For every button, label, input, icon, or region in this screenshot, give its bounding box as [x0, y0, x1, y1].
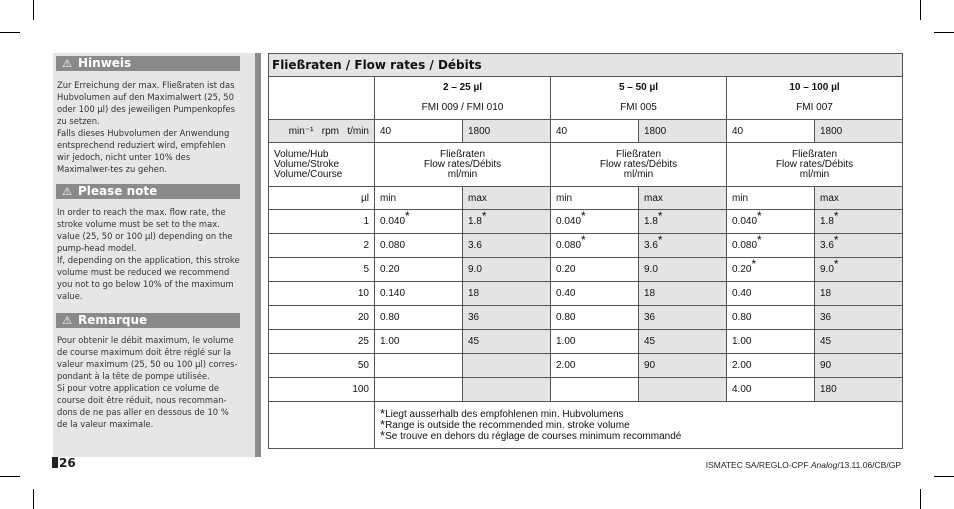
- flow-min-cell: [551, 282, 639, 306]
- flow-min-cell: [375, 354, 463, 378]
- flow-value: 9.0: [644, 264, 658, 275]
- flow-value: 3.6: [820, 240, 834, 251]
- model-label: FMI 009 / FMI 010: [421, 102, 504, 113]
- flow-value: 9.0: [820, 264, 834, 275]
- flow-max-cell: [639, 258, 727, 282]
- imprint-prefix: ISMATEC SA/REGLO-CPF: [705, 460, 811, 470]
- flow-min-cell: [727, 330, 815, 354]
- flow-value: 0.040: [732, 216, 758, 227]
- flow-value: 0.140: [380, 288, 406, 299]
- stroke-volume-cell: 100: [269, 378, 375, 402]
- flow-min-cell: [551, 330, 639, 354]
- crop-mark: [934, 32, 954, 33]
- flow-value: 0.040: [380, 216, 406, 227]
- flow-max-cell: [639, 330, 727, 354]
- asterisk: *: [833, 257, 839, 271]
- asterisk: *: [751, 257, 757, 271]
- flow-max-cell: [639, 282, 727, 306]
- flow-value: 0.080: [732, 240, 758, 251]
- flow-label: Fließraten Flow rates/Débits ml/min: [375, 143, 551, 187]
- flow-max-cell: [463, 378, 551, 402]
- flow-value: 2.00: [732, 360, 752, 371]
- flow-value: 0.040: [556, 216, 582, 227]
- flow-label: Fließraten Flow rates/Débits ml/min: [727, 143, 903, 187]
- flow-value: 3.6: [468, 240, 482, 251]
- table-row: [269, 330, 903, 354]
- footnote-line: [380, 427, 897, 443]
- note-text-hinweis: Zur Erreichung der max. Fließraten ist das Hubvolumen auf den Maximalwert (25, 50 oder 100 µl) des jeweiligen Pumpenkopfes zu setzen. Falls dieses Hubvolumen der Anwendung entsprechend reduziert wird, empfehlen wir jedoch, nicht unter 10% des Maximalwer-tes zu gehen.: [57, 80, 235, 174]
- group-header: [551, 77, 727, 120]
- flow-max-cell: [463, 210, 551, 234]
- stroke-volume-cell: 25: [269, 330, 375, 354]
- flow-value: 1.00: [556, 336, 576, 347]
- flow-max-cell: [639, 354, 727, 378]
- flow-min-cell: [551, 378, 639, 402]
- volume-label: Volume/Hub Volume/Stroke Volume/Course: [269, 143, 375, 187]
- flow-rate-table: [268, 53, 903, 449]
- range-label: 10 – 100 µl: [789, 82, 840, 93]
- crop-mark: [0, 476, 20, 477]
- unit-label: µl: [269, 187, 375, 210]
- note-header-hinweis: [56, 56, 240, 71]
- footnote-text: Liegt ausserhalb des empfohlenen min. Hubvolumens: [385, 408, 624, 420]
- flow-min-cell: [551, 306, 639, 330]
- footnote-text: Range is outside the recommended min. stroke volume: [385, 419, 630, 431]
- stroke-volume-cell: 20: [269, 306, 375, 330]
- warning-icon: ⚠: [62, 314, 72, 327]
- flow-value: 1.8: [468, 216, 482, 227]
- flow-min-cell: [375, 330, 463, 354]
- flow-value: 45: [468, 336, 480, 347]
- flow-min-cell: [551, 234, 639, 258]
- stroke-volume-cell: 10: [269, 282, 375, 306]
- footnote-text: Se trouve en dehors du réglage de courses minimum recommandé: [385, 430, 682, 442]
- min-header: min: [551, 187, 639, 210]
- table-row: [269, 306, 903, 330]
- flow-max-cell: [463, 282, 551, 306]
- flow-min-cell: [375, 258, 463, 282]
- range-label: 2 – 25 µl: [442, 82, 483, 93]
- footnotes: [375, 402, 903, 449]
- table-row: [269, 378, 903, 402]
- flow-value: 36: [468, 312, 480, 323]
- flow-min-cell: [727, 306, 815, 330]
- group-header: [375, 77, 551, 120]
- table-title: Fließraten / Flow rates / Débits: [269, 54, 903, 77]
- asterisk: *: [380, 416, 386, 432]
- table-row: [269, 354, 903, 378]
- asterisk: *: [757, 233, 762, 247]
- flow-min-cell: [375, 378, 463, 402]
- footnote-line: [380, 416, 897, 432]
- flow-min-cell: [551, 210, 639, 234]
- note-title: Remarque: [78, 313, 148, 327]
- stroke-volume-cell: 50: [269, 354, 375, 378]
- flow-max-cell: [815, 354, 903, 378]
- flow-max-cell: [463, 330, 551, 354]
- flow-value: 0.80: [732, 312, 752, 323]
- flow-max-cell: [639, 306, 727, 330]
- imprint-italic: Analog: [810, 460, 838, 470]
- flow-min-cell: [727, 258, 815, 282]
- crop-mark: [0, 32, 20, 33]
- note-header-please-note: [56, 184, 240, 199]
- note-title: Hinweis: [78, 56, 132, 70]
- corner-cell: [269, 77, 375, 120]
- flow-min-cell: [375, 210, 463, 234]
- footnote-line: [380, 405, 897, 421]
- flow-max-cell: [639, 378, 727, 402]
- max-header: max: [815, 187, 903, 210]
- flow-value: 18: [468, 288, 480, 299]
- asterisk: *: [481, 209, 487, 223]
- model-label: FMI 007: [796, 102, 833, 113]
- asterisk: *: [581, 233, 586, 247]
- flow-value: 0.080: [380, 240, 406, 251]
- flow-value: 0.20: [380, 264, 400, 275]
- flow-min-cell: [375, 234, 463, 258]
- flow-max-cell: [815, 282, 903, 306]
- flow-value: 45: [820, 336, 832, 347]
- rpm-label: min⁻¹ rpm t/min: [269, 120, 375, 143]
- table-row: [269, 282, 903, 306]
- note-title: Please note: [78, 184, 158, 198]
- imprint: [706, 460, 901, 470]
- flow-max-cell: [815, 378, 903, 402]
- note-text-please-note: In order to reach the max. flow rate, the stroke volume must be set to the max. value (25, 50 or 100 µl) depending on the pump-head model. If, depending on the application, this stroke volume must be reduced we recommend you not to go below 10% of the maximum value.: [57, 207, 240, 301]
- flow-label: Fließraten Flow rates/Débits ml/min: [551, 143, 727, 187]
- flow-value: 0.40: [556, 288, 576, 299]
- flow-value: 18: [644, 288, 656, 299]
- flow-min-cell: [727, 210, 815, 234]
- flow-value: 0.20: [732, 264, 752, 275]
- asterisk: *: [581, 209, 586, 223]
- min-header: min: [727, 187, 815, 210]
- flow-value: 9.0: [468, 264, 482, 275]
- flow-min-cell: [375, 306, 463, 330]
- crop-mark: [920, 0, 921, 20]
- asterisk: *: [657, 233, 663, 247]
- rpm-max: 1800: [639, 120, 727, 143]
- rpm-min: 40: [375, 120, 463, 143]
- rpm-max: 1800: [463, 120, 551, 143]
- crop-mark: [934, 476, 954, 477]
- asterisk: *: [405, 209, 410, 223]
- rpm-min: 40: [727, 120, 815, 143]
- page-marker: [52, 457, 58, 468]
- flow-value: 36: [820, 312, 832, 323]
- asterisk: *: [833, 209, 839, 223]
- asterisk: *: [380, 405, 386, 421]
- rpm-max: 1800: [815, 120, 903, 143]
- max-header: max: [639, 187, 727, 210]
- flow-max-cell: [463, 306, 551, 330]
- note-header-remarque: [56, 313, 240, 328]
- table-row: [269, 210, 903, 234]
- stroke-volume-cell: 1: [269, 210, 375, 234]
- flow-max-cell: [639, 210, 727, 234]
- flow-value: 90: [820, 360, 832, 371]
- asterisk: *: [833, 233, 839, 247]
- flow-value: 180: [820, 384, 837, 395]
- group-header: [727, 77, 903, 120]
- flow-max-cell: [815, 258, 903, 282]
- flow-min-cell: [727, 378, 815, 402]
- footnote-spacer: [269, 402, 375, 449]
- table-row: [269, 234, 903, 258]
- flow-value: 0.80: [380, 312, 400, 323]
- note-text-remarque: Pour obtenir le débit maximum, le volume de course maximum doit être réglé sur la valeur maximum (25, 50 ou 100 µl) corres-pondant à la tête de pompe utilisée. Si pour votre application ce volume de course doit être réduit, nous recomman-dons de ne pas aller en dessous de 10 % de la valeur maximale.: [57, 335, 238, 429]
- crop-mark: [33, 0, 34, 20]
- flow-value: 45: [644, 336, 656, 347]
- flow-max-cell: [463, 258, 551, 282]
- flow-min-cell: [727, 234, 815, 258]
- flow-max-cell: [815, 234, 903, 258]
- flow-max-cell: [815, 330, 903, 354]
- flow-min-cell: [375, 282, 463, 306]
- crop-mark: [920, 489, 921, 509]
- notes-divider-bar: [255, 53, 261, 457]
- range-label: 5 – 50 µl: [618, 82, 659, 93]
- table-row: [269, 258, 903, 282]
- flow-value: 0.40: [732, 288, 752, 299]
- page-number-text: 26: [59, 456, 76, 470]
- flow-value: 36: [644, 312, 656, 323]
- flow-value: 18: [820, 288, 832, 299]
- warning-icon: ⚠: [62, 57, 72, 70]
- flow-min-cell: [551, 354, 639, 378]
- flow-value: 1.00: [732, 336, 752, 347]
- flow-value: 3.6: [644, 240, 658, 251]
- flow-min-cell: [551, 258, 639, 282]
- flow-value: 1.8: [644, 216, 658, 227]
- asterisk: *: [757, 209, 762, 223]
- stroke-volume-cell: 5: [269, 258, 375, 282]
- max-header: max: [463, 187, 551, 210]
- stroke-volume-cell: 2: [269, 234, 375, 258]
- flow-max-cell: [815, 306, 903, 330]
- flow-min-cell: [727, 282, 815, 306]
- asterisk: *: [657, 209, 663, 223]
- flow-value: 0.80: [556, 312, 576, 323]
- min-header: min: [375, 187, 463, 210]
- flow-max-cell: [463, 234, 551, 258]
- page-number: [52, 456, 76, 470]
- flow-value: 0.080: [556, 240, 582, 251]
- flow-value: 0.20: [556, 264, 576, 275]
- warning-icon: ⚠: [62, 185, 72, 198]
- flow-value: 1.8: [820, 216, 834, 227]
- crop-mark: [33, 489, 34, 509]
- flow-value: 1.00: [380, 336, 400, 347]
- flow-value: 90: [644, 360, 656, 371]
- asterisk: *: [380, 427, 386, 443]
- rpm-min: 40: [551, 120, 639, 143]
- flow-max-cell: [463, 354, 551, 378]
- model-label: FMI 005: [620, 102, 657, 113]
- flow-max-cell: [815, 210, 903, 234]
- flow-value: 4.00: [732, 384, 752, 395]
- imprint-suffix: /13.11.06/CB/GP: [837, 460, 901, 470]
- flow-value: 2.00: [556, 360, 576, 371]
- flow-max-cell: [639, 234, 727, 258]
- flow-min-cell: [727, 354, 815, 378]
